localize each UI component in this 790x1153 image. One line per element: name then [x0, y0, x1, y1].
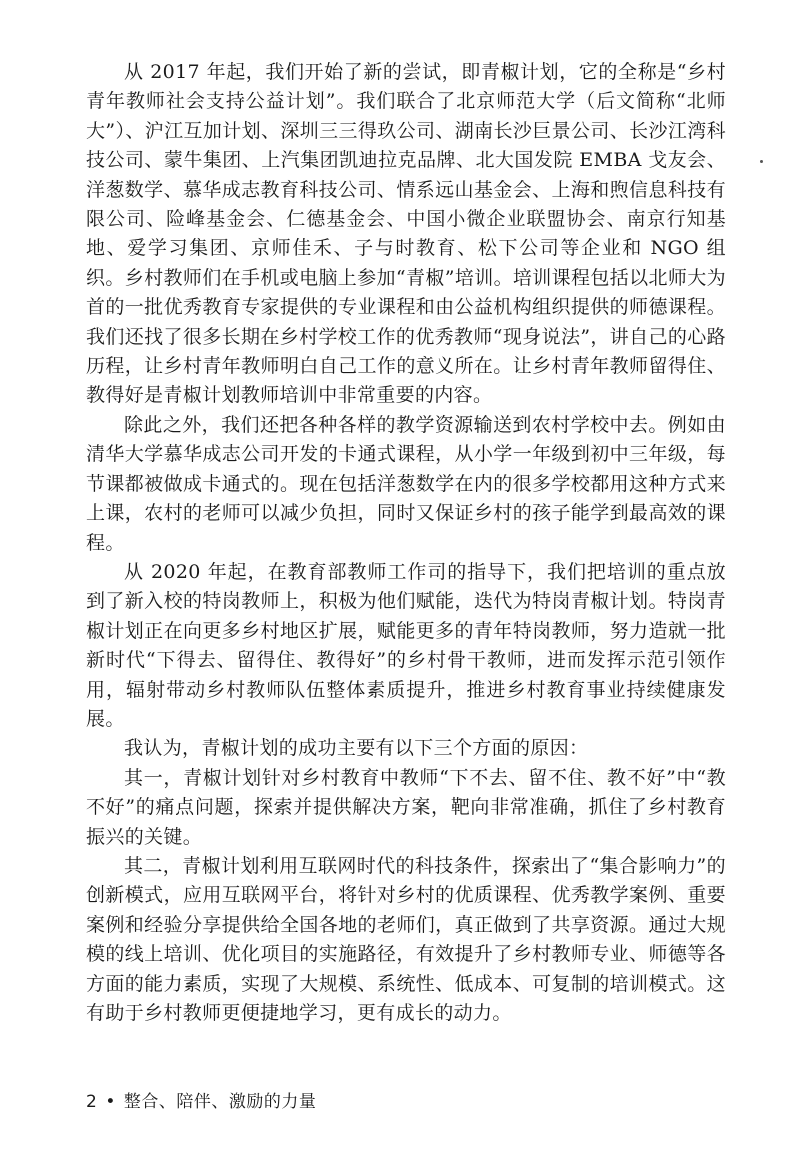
page-footer	[86, 1087, 316, 1112]
footer-separator: •	[105, 1092, 116, 1112]
book-title: 整合、陪伴、激励的力量	[123, 1092, 317, 1112]
paragraph-4: 我认为，青椒计划的成功主要有以下三个方面的原因：	[124, 737, 589, 760]
paragraph-6: 其二，青椒计划利用互联网时代的科技条件，探索出了“集合影响力”的创新模式，应用互联网平台，将针对乡村的优质课程、优秀教学案例、重要案例和经验分享提供给全国各地的老师们，真正做到了共享资源。通过大规模的线上培训、优化项目的实施路径，有效提升了乡村教师专业、师德等各方面的能力素质，实现了大规模、系统性、低成本、可复制的培训模式。这有助于乡村教师更便捷地学习，更有成长的动力。	[86, 854, 726, 1024]
paragraph-3: 从 2020 年起，在教育部教师工作司的指导下，我们把培训的重点放到了新入校的特岗教师上，积极为他们赋能，迭代为特岗青椒计划。特岗青椒计划正在向更多乡村地区扩展，赋能更多的青年特岗教师，努力造就一批新时代“下得去、留得住、教得好”的乡村骨干教师，进而发挥示范引领作用，辐射带动乡村教师队伍整体素质提升，推进乡村教育事业持续健康发展。	[86, 560, 726, 730]
scan-speck	[760, 160, 763, 163]
paragraph-5: 其一，青椒计划针对乡村教育中教师“下不去、留不住、教不好”中“教不好”的痛点问题，探索并提供解决方案，靶向非常准确，抓住了乡村教育振兴的关键。	[86, 766, 726, 848]
paragraph-1: 从 2017 年起，我们开始了新的尝试，即青椒计划，它的全称是“乡村青年教师社会支持公益计划”。我们联合了北京师范大学（后文简称“北师大”）、沪江互加计划、深圳三三得玖公司、湖南长沙巨景公司、长沙江湾科技公司、蒙牛集团、上汽集团凯迪拉克品牌、北大国发院 EMBA 戈友会、洋葱数学、慕华成志教育科技公司、情系远山基金会、上海和煦信息科技有限公司、险峰基金会、仁德基金会、中国小微企业联盟协会、南京行知基地、爱学习集团、京师佳禾、子与时教育、松下公司等企业和 NGO 组织。乡村教师们在手机或电脑上参加“青椒”培训。培训课程包括以北师大为首的一批优秀教育专家提供的专业课程和由公益机构组织提供的师德课程。我们还找了很多长期在乡村学校工作的优秀教师“现身说法”，讲自己的心路历程，让乡村青年教师明白自己工作的意义所在。让乡村青年教师留得住、教得好是青椒计划教师培训中非常重要的内容。	[86, 61, 726, 407]
paragraph-2: 除此之外，我们还把各种各样的教学资源输送到农村学校中去。例如由清华大学慕华成志公司开发的卡通式课程，从小学一年级到初中三年级，每节课都被做成卡通式的。现在包括洋葱数学在内的很多学校都用这种方式来上课，农村的老师可以减少负担，同时又保证乡村的孩子能学到最高效的课程。	[86, 413, 726, 554]
page-body	[86, 58, 726, 1028]
page-number: 2	[86, 1092, 98, 1112]
